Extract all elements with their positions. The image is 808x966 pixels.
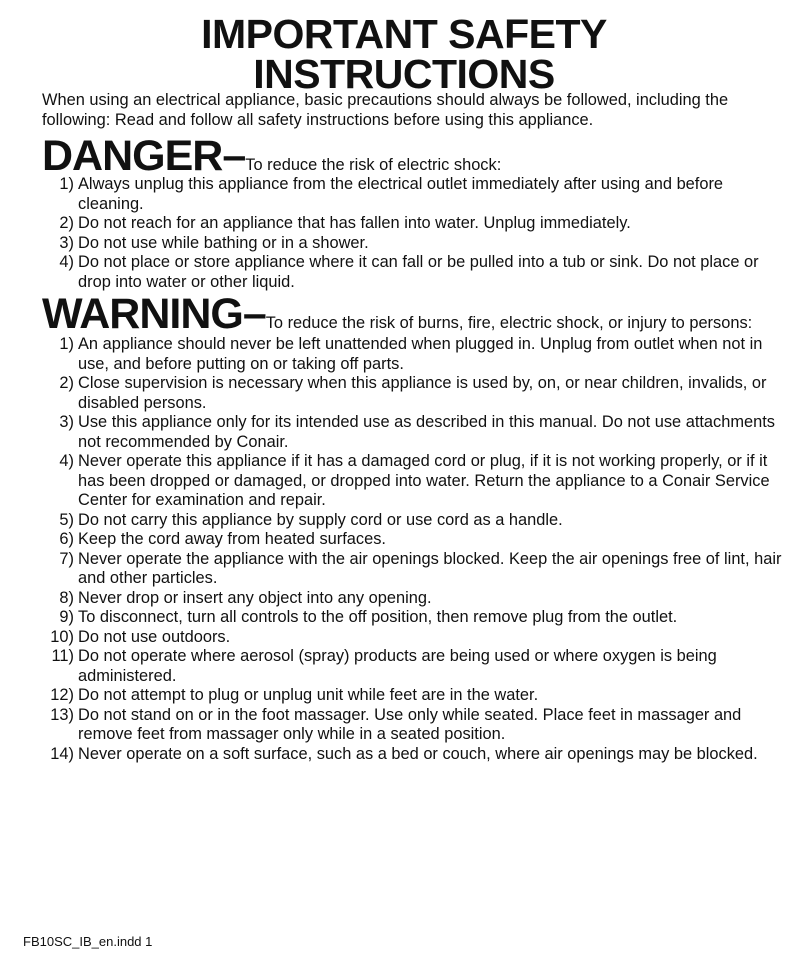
warning-item-7: [40, 550, 785, 589]
warning-item-14: [40, 745, 785, 765]
warning-item-8: [40, 589, 785, 609]
danger-item-3: [40, 234, 785, 254]
item-number: 4): [59, 452, 74, 470]
item-text: Do not stand on or in the foot massager. Use only while seated. Place feet in massager and remove feet from massager only while in a seated position.: [78, 705, 742, 743]
item-number: 4): [59, 253, 74, 271]
danger-item-4: [40, 253, 785, 292]
item-text: An appliance should never be left unattended when plugged in. Unplug from outlet when not in use, and before putting on or taking off parts.: [78, 335, 763, 373]
danger-header: [42, 132, 501, 181]
warning-item-5: [40, 511, 785, 531]
item-text: Do not place or store appliance where it can fall or be pulled into a tub or sink. Do not place or drop into water or other liquid.: [78, 253, 759, 291]
item-number: 1): [59, 175, 74, 193]
item-text: Never operate on a soft surface, such as a bed or couch, where air openings may be blocked.: [78, 744, 758, 763]
item-number: 2): [59, 374, 74, 392]
warning-item-1: [40, 335, 785, 374]
item-text: Do not use outdoors.: [78, 627, 231, 646]
item-number: 12): [50, 686, 74, 704]
warning-item-6: [40, 530, 785, 550]
item-number: 13): [50, 705, 74, 724]
item-text: Never operate this appliance if it has a damaged cord or plug, if it is not working properly, or if it has been dropped or damaged, or dropped into water. Return the appliance to a Conair Service Center for examination and repair.: [78, 452, 770, 509]
warning-header: [42, 290, 752, 339]
item-number: 8): [59, 588, 74, 607]
item-text: Never operate the appliance with the air openings blocked. Keep the air openings free of lint, hair and other particles.: [78, 549, 782, 587]
intro-paragraph: When using an electrical appliance, basic precautions should always be followed, including the following: Read and follow all safety instructions before using this appliance.: [42, 91, 729, 129]
item-text: Do not reach for an appliance that has fallen into water. Unplug immediately.: [78, 214, 631, 232]
item-number: 14): [50, 744, 74, 763]
danger-list: [40, 175, 785, 292]
warning-item-9: [40, 608, 785, 628]
item-number: 11): [51, 647, 74, 665]
item-text: Close supervision is necessary when this appliance is used by, on, or near children, invalids, or disabled persons.: [78, 374, 767, 412]
warning-item-4: [40, 452, 785, 511]
warning-item-10: [40, 628, 785, 648]
page-title-line-2: INSTRUCTIONS: [253, 51, 555, 97]
item-number: 3): [59, 233, 74, 252]
item-text: Do not use while bathing or in a shower.: [78, 233, 369, 252]
danger-item-1: [40, 175, 785, 214]
warning-heading: WARNING–: [42, 290, 266, 338]
file-footer: FB10SC_IB_en.indd 1: [23, 934, 153, 949]
item-number: 2): [59, 214, 74, 232]
warning-lead: To reduce the risk of burns, fire, electric shock, or injury to persons:: [265, 314, 753, 332]
danger-heading: DANGER–: [42, 132, 246, 180]
warning-item-3: [40, 413, 785, 452]
danger-lead: To reduce the risk of electric shock:: [245, 156, 502, 174]
item-number: 9): [59, 608, 74, 626]
item-text: Never drop or insert any object into any opening.: [78, 588, 432, 607]
warning-item-12: [40, 686, 785, 706]
item-number: 3): [59, 413, 74, 431]
item-text: Keep the cord away from heated surfaces.: [78, 530, 386, 548]
item-number: 6): [59, 530, 74, 548]
item-number: 10): [50, 627, 74, 646]
item-text: To disconnect, turn all controls to the off position, then remove plug from the outlet.: [78, 608, 678, 626]
item-text: Use this appliance only for its intended use as described in this manual. Do not use attachments not recommended by Conair.: [78, 413, 775, 451]
danger-item-2: [40, 214, 785, 234]
page-title-line-1: IMPORTANT SAFETY: [201, 11, 607, 57]
item-text: Do not operate where aerosol (spray) products are being used or where oxygen is being administered.: [78, 647, 717, 685]
item-text: Do not carry this appliance by supply cord or use cord as a handle.: [78, 510, 563, 529]
item-text: Always unplug this appliance from the electrical outlet immediately after using and before cleaning.: [78, 175, 724, 213]
item-text: Do not attempt to plug or unplug unit while feet are in the water.: [78, 686, 539, 704]
item-number: 1): [59, 335, 74, 353]
warning-item-13: [40, 706, 785, 745]
item-number: 5): [59, 510, 74, 529]
warning-item-11: [40, 647, 785, 686]
warning-item-2: [40, 374, 785, 413]
warning-list: [40, 335, 785, 764]
item-number: 7): [59, 549, 74, 568]
